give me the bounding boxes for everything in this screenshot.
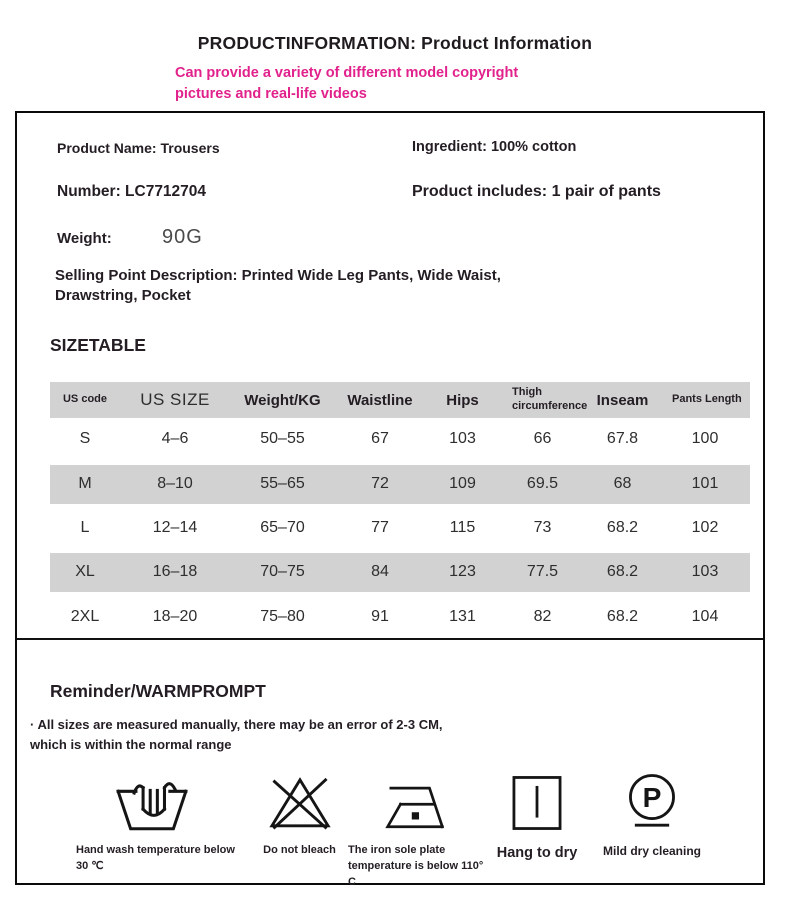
cell: 55–65 [230,462,335,506]
cell: 68.2 [606,519,639,536]
cell: 66 [533,429,552,447]
cell: 68.2 [606,608,639,626]
cell: 67 [371,429,389,447]
page-subtitle: Can provide a variety of different model copyright pictures and real-life videos [175,65,519,103]
cell: 115 [449,519,476,536]
hand-wash-icon [111,770,193,834]
content-box [15,111,765,888]
cell: 16–18 [120,550,230,594]
cell: 50–55 [260,429,305,447]
cell: 91 [371,608,389,626]
reminder-heading: Reminder/WARMPROMPT [50,681,266,701]
cell: 109 [425,462,500,506]
cell: 12–14 [152,519,198,536]
product-ingredient: Ingredient: 100% cotton [412,139,577,155]
care-label: Hang to dry [496,845,578,861]
cell: 100 [691,429,719,447]
section-divider [17,638,763,640]
cell: 68.2 [585,550,660,594]
cell: S [79,429,91,447]
table-row [50,550,750,594]
product-name: Product Name: Trousers [57,140,220,156]
col-hips: Hips [446,391,479,409]
hang-to-dry-icon [509,772,565,834]
col-weight: Weight/KG [244,391,321,409]
col-thigh: Thigh circumference [512,386,588,412]
table-row [50,462,750,506]
cell: 65–70 [260,519,305,536]
cell: 102 [691,519,719,536]
cell: 101 [660,462,750,506]
iron-low-temp-icon [378,776,452,834]
size-table-heading: SIZETABLE [50,335,146,355]
cell: 67.8 [606,429,639,447]
care-label: Hand wash temperature below 30 ℃ [76,844,235,872]
cell: 69.5 [500,462,585,506]
cell: 123 [425,550,500,594]
care-label: The iron sole plate temperature is below 110° C [348,844,484,888]
reminder-note: · All sizes are measured manually, there may be an error of 2-3 CM, which is within the normal range [30,717,443,752]
cell: 77 [371,519,389,536]
svg-text:P: P [642,780,662,813]
cell: 84 [335,550,425,594]
cell: 70–75 [230,550,335,594]
do-not-bleach-icon [266,770,334,834]
care-item-hand-wash [62,768,242,875]
product-weight-label: Weight: [57,230,112,247]
cell: 104 [691,608,719,626]
col-inseam: Inseam [596,391,649,409]
size-table [50,382,750,638]
dry-clean-icon [623,770,681,834]
col-waistline: Waistline [347,391,413,409]
product-includes: Product includes: 1 pair of pants [412,183,661,200]
care-item-hang-to-dry [492,768,582,864]
cell: 103 [660,550,750,594]
cell: 77.5 [500,550,585,594]
care-item-iron [342,768,487,891]
cell: 2XL [70,608,100,626]
col-us-code: US code [62,393,107,406]
selling-point-description: Selling Point Description: Printed Wide Leg Pants, Wide Waist, Drawstring, Pocket [55,267,501,305]
col-pants-length: Pants Length [672,393,742,406]
cell: 8–10 [120,462,230,506]
cell: 103 [449,429,476,447]
care-item-do-not-bleach [252,768,347,859]
care-label: Do not bleach [263,844,336,856]
cell: 18–20 [152,608,198,626]
cell: L [80,519,90,536]
cell: 75–80 [260,608,305,626]
product-weight-value: 90G [162,226,203,248]
cell: 4–6 [161,429,189,447]
table-row [50,594,750,638]
page-title: PRODUCTINFORMATION: Product Information [197,33,593,53]
cell: 72 [335,462,425,506]
size-table-header-row [50,382,750,418]
cell: XL [50,550,120,594]
cell: 131 [449,608,476,626]
table-row [50,418,750,462]
cell: 68 [585,462,660,506]
care-item-dry-clean [597,768,707,860]
care-label: Mild dry cleaning [602,844,701,858]
cell: M [50,462,120,506]
table-row [50,506,750,550]
col-us-size: US SIZE [140,390,210,409]
cell: 73 [533,519,552,536]
product-number: Number: LC7712704 [57,183,207,200]
cell: 82 [533,608,552,626]
